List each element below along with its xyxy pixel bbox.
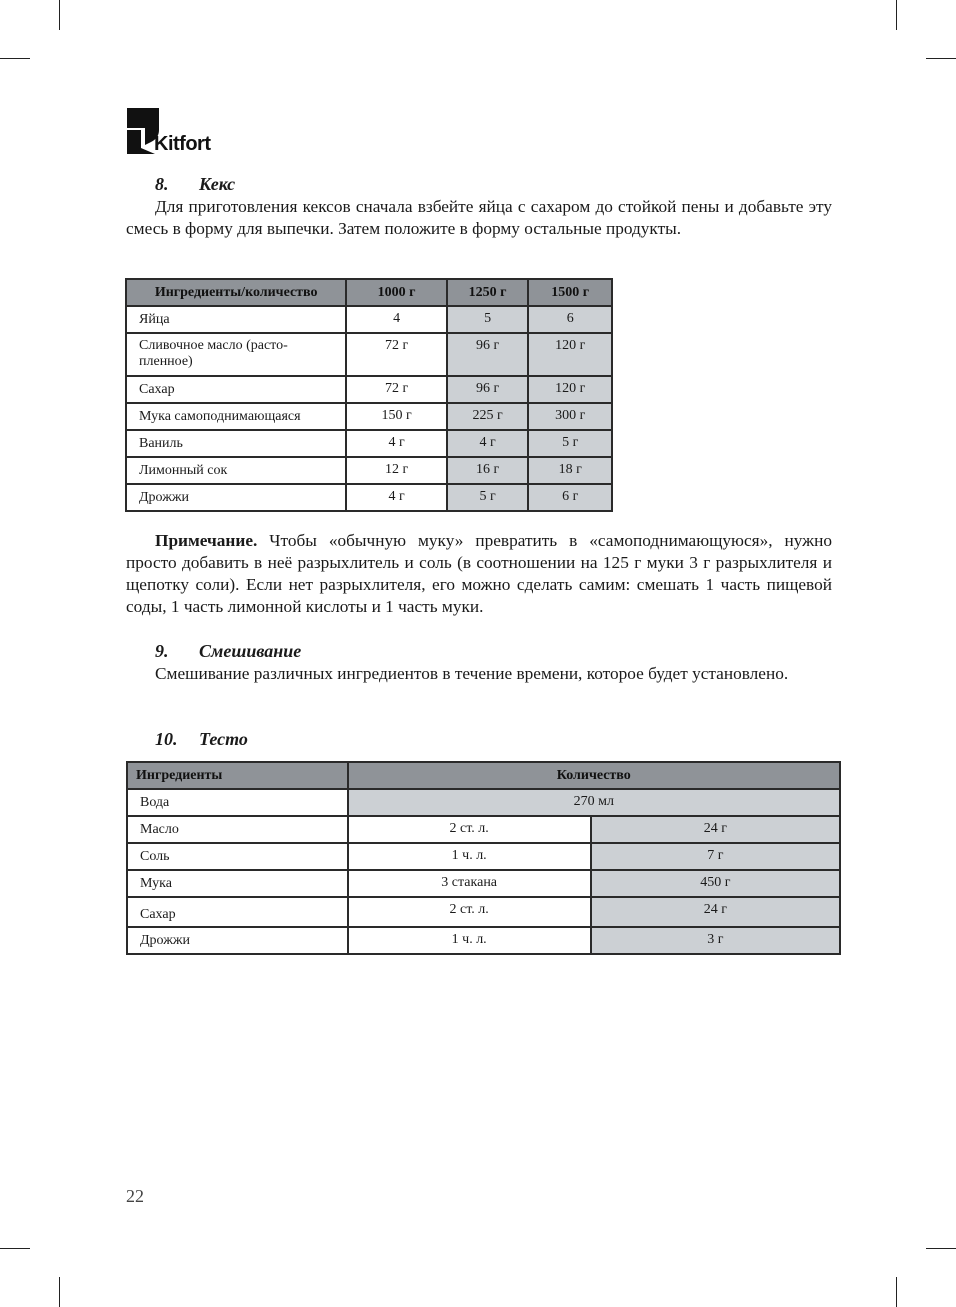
paragraph bbox=[126, 196, 832, 240]
quantity-cell: 5 г bbox=[528, 430, 612, 457]
quantity-cell: 96 г bbox=[447, 333, 529, 376]
quantity-cell: 4 г bbox=[447, 430, 529, 457]
note-label: Примечание. bbox=[155, 531, 258, 550]
ingredient-name: Мука bbox=[127, 870, 348, 897]
quantity-cell: 7 г bbox=[591, 843, 840, 870]
paragraph bbox=[126, 663, 832, 685]
ingredient-name: Вода bbox=[127, 789, 348, 816]
quantity-cell: 3 стакана bbox=[348, 870, 591, 897]
ingredient-name: Мука самоподнимающаяся bbox=[126, 403, 346, 430]
quantity-cell: 6 bbox=[528, 306, 612, 333]
quantity-cell: 6 г bbox=[528, 484, 612, 511]
quantity-cell: 120 г bbox=[528, 333, 612, 376]
crop-mark bbox=[926, 1248, 956, 1249]
recipe-table-dough bbox=[126, 761, 841, 955]
crop-mark bbox=[0, 58, 30, 59]
quantity-cell: 1 ч. л. bbox=[348, 927, 591, 954]
column-header: 1250 г bbox=[447, 279, 529, 306]
crop-mark bbox=[59, 0, 60, 30]
table-row bbox=[126, 457, 612, 484]
table-header-row bbox=[127, 762, 840, 789]
quantity-cell: 225 г bbox=[447, 403, 529, 430]
quantity-cell: 300 г bbox=[528, 403, 612, 430]
table-row bbox=[127, 927, 840, 954]
table-header-row bbox=[126, 279, 612, 306]
ingredient-name: Масло bbox=[127, 816, 348, 843]
section-title: Кекс bbox=[199, 174, 236, 194]
quantity-cell: 2 ст. л. bbox=[348, 897, 591, 927]
crop-mark bbox=[896, 0, 897, 30]
note-text: Чтобы «обычную муку» превратить в «самоподнимающуюся», нужно просто добавить в неё разрыхлитель и соль (в соотношении на 125 г муки 3 г разрыхлителя и щепотку соли). Если нет разрыхлителя, его можно сделать самим: смешать 1 часть пищевой соды, 1 часть лимонной кислоты и 1 часть муки. bbox=[126, 531, 832, 616]
table-row bbox=[126, 376, 612, 403]
ingredient-name: Сливочное масло (расто-пленное) bbox=[126, 333, 346, 376]
quantity-cell: 270 мл bbox=[348, 789, 840, 816]
note-paragraph bbox=[126, 530, 832, 618]
quantity-cell: 450 г bbox=[591, 870, 840, 897]
quantity-cell: 12 г bbox=[346, 457, 446, 484]
table-row bbox=[127, 843, 840, 870]
section-number: 8. bbox=[155, 174, 169, 194]
table-row bbox=[126, 403, 612, 430]
ingredient-name: Яйца bbox=[126, 306, 346, 333]
section-number: 10. bbox=[155, 729, 178, 749]
column-header: Ингредиенты/количество bbox=[126, 279, 346, 306]
crop-mark bbox=[926, 58, 956, 59]
quantity-cell: 96 г bbox=[447, 376, 529, 403]
table-row bbox=[127, 816, 840, 843]
table-row bbox=[127, 789, 840, 816]
quantity-cell: 1 ч. л. bbox=[348, 843, 591, 870]
page-number: 22 bbox=[126, 1186, 144, 1206]
quantity-cell: 5 bbox=[447, 306, 529, 333]
ingredient-name: Сахар bbox=[127, 897, 348, 927]
table-row bbox=[126, 306, 612, 333]
quantity-cell: 5 г bbox=[447, 484, 529, 511]
table-row bbox=[126, 333, 612, 376]
column-header: Количество bbox=[348, 762, 840, 789]
ingredient-name: Сахар bbox=[126, 376, 346, 403]
table-row bbox=[126, 430, 612, 457]
section-heading bbox=[155, 729, 248, 750]
table-row bbox=[126, 484, 612, 511]
recipe-table-cake bbox=[125, 278, 613, 512]
ingredient-name: Дрожжи bbox=[127, 927, 348, 954]
column-header: Ингредиенты bbox=[127, 762, 348, 789]
crop-mark bbox=[59, 1277, 60, 1307]
column-header: 1000 г bbox=[346, 279, 446, 306]
quantity-cell: 4 bbox=[346, 306, 446, 333]
quantity-cell: 18 г bbox=[528, 457, 612, 484]
quantity-cell: 72 г bbox=[346, 333, 446, 376]
section-title: Тесто bbox=[199, 729, 248, 749]
quantity-cell: 16 г bbox=[447, 457, 529, 484]
quantity-cell: 120 г bbox=[528, 376, 612, 403]
brand-name: Kitfort bbox=[154, 133, 211, 155]
paragraph-text: Смешивание различных ингредиентов в течение времени, которое будет установлено. bbox=[155, 664, 789, 683]
ingredient-name: Лимонный сок bbox=[126, 457, 346, 484]
crop-mark bbox=[896, 1277, 897, 1307]
column-header: 1500 г bbox=[528, 279, 612, 306]
quantity-cell: 4 г bbox=[346, 430, 446, 457]
section-heading bbox=[155, 174, 235, 195]
ingredient-name: Дрожжи bbox=[126, 484, 346, 511]
quantity-cell: 24 г bbox=[591, 816, 840, 843]
table-row bbox=[127, 897, 840, 927]
ingredient-name: Ваниль bbox=[126, 430, 346, 457]
quantity-cell: 2 ст. л. bbox=[348, 816, 591, 843]
quantity-cell: 4 г bbox=[346, 484, 446, 511]
paragraph-text: Для приготовления кексов сначала взбейте яйца с сахаром до стойкой пены и добавьте эту смесь в форму для выпечки. Затем положите в форму остальные продукты. bbox=[126, 197, 832, 238]
quantity-cell: 72 г bbox=[346, 376, 446, 403]
section-heading bbox=[155, 641, 301, 662]
section-title: Смешивание bbox=[199, 641, 302, 661]
quantity-cell: 24 г bbox=[591, 897, 840, 927]
ingredient-name: Соль bbox=[127, 843, 348, 870]
quantity-cell: 150 г bbox=[346, 403, 446, 430]
table-row bbox=[127, 870, 840, 897]
quantity-cell: 3 г bbox=[591, 927, 840, 954]
section-number: 9. bbox=[155, 641, 169, 661]
crop-mark bbox=[0, 1248, 30, 1249]
